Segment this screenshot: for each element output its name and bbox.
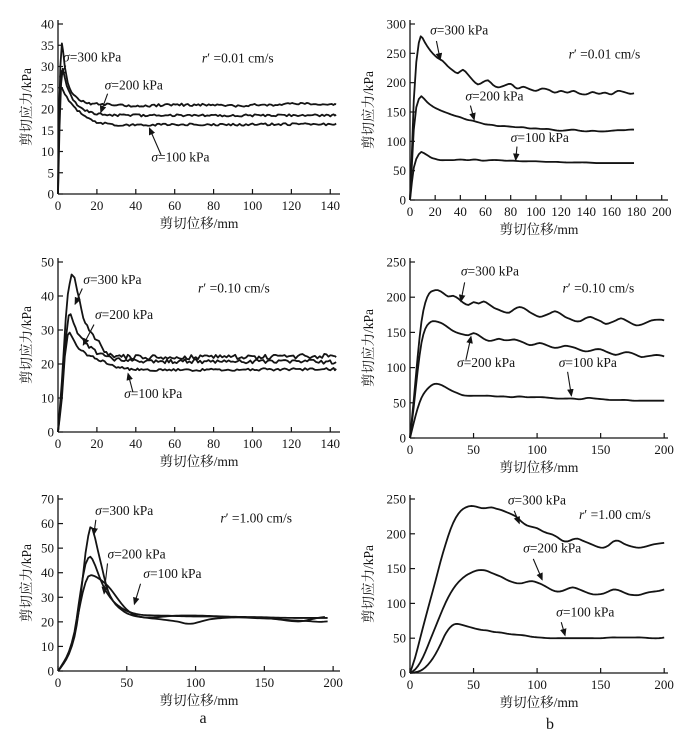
- x-tick-label: 180: [626, 204, 647, 219]
- x-tick-label: 40: [129, 436, 143, 451]
- y-tick-label: 300: [386, 16, 406, 32]
- y-tick-label: 200: [386, 75, 406, 91]
- y-tick-label: 50: [41, 540, 54, 556]
- x-tick-label: 100: [526, 204, 546, 219]
- y-tick-label: 40: [41, 16, 54, 32]
- annotation-arrow: [533, 559, 542, 580]
- y-tick-label: 30: [41, 59, 54, 74]
- curve-sigma-100-kpa: [58, 333, 336, 432]
- rate-label: r′ =0.01 cm/s: [201, 50, 274, 66]
- y-tick-label: 20: [41, 101, 54, 117]
- annotation-label: σ=300 kPa: [507, 492, 567, 508]
- annotation-arrow: [568, 372, 572, 396]
- x-tick-label: 200: [651, 204, 672, 219]
- x-tick-label: 120: [281, 198, 302, 213]
- x-axis-title: 剪切位移/mm: [499, 460, 579, 475]
- x-tick-label: 40: [129, 198, 143, 213]
- curve-sigma-200-kpa: [410, 96, 634, 200]
- y-axis-title: 剪切应力/kPa: [361, 544, 376, 624]
- x-axis-title: 剪切位移/mm: [499, 222, 579, 237]
- annotation-arrow: [75, 289, 82, 305]
- y-tick-label: 50: [393, 630, 406, 646]
- x-tick-label: 60: [168, 198, 182, 213]
- annotation-label: σ=200 kPa: [94, 307, 154, 323]
- x-tick-label: 200: [654, 442, 674, 457]
- curve-sigma-300-kpa: [58, 43, 336, 194]
- y-tick-label: 150: [386, 104, 406, 120]
- annotation-label: σ=100 kPa: [556, 604, 615, 620]
- x-tick-label: 100: [242, 198, 263, 213]
- x-tick-label: 150: [254, 675, 275, 690]
- x-tick-label: 140: [320, 436, 341, 451]
- y-tick-label: 20: [41, 614, 54, 630]
- panel-a2-rate-0.10: [18, 246, 352, 485]
- x-tick-label: 0: [54, 436, 62, 451]
- y-tick-label: 50: [41, 254, 54, 270]
- x-tick-label: 100: [527, 442, 547, 457]
- curve-sigma-200-kpa: [410, 570, 664, 673]
- y-tick-label: 0: [399, 192, 406, 208]
- x-tick-label: 150: [590, 442, 611, 457]
- x-axis-title: 剪切位移/mm: [159, 454, 239, 469]
- y-axis-title: 剪切应力/kPa: [19, 67, 34, 147]
- curve-sigma-100-kpa: [410, 624, 664, 673]
- rate-label: r′ =0.10 cm/s: [562, 280, 635, 296]
- y-tick-label: 0: [399, 430, 406, 446]
- x-tick-label: 160: [601, 204, 622, 219]
- annotation-label: σ=100 kPa: [558, 354, 617, 370]
- panel-b3-rate-1.00: [360, 483, 700, 726]
- annotation-arrow: [514, 511, 519, 524]
- x-tick-label: 80: [207, 436, 221, 451]
- annotation-arrow: [134, 584, 140, 604]
- annotation-label: σ=300 kPa: [63, 49, 122, 65]
- curve-sigma-300-kpa: [410, 290, 664, 438]
- annotation-arrow: [470, 106, 474, 120]
- x-tick-label: 0: [54, 675, 62, 690]
- chart-a3: [18, 483, 352, 719]
- annotation-label: σ=300 kPa: [95, 502, 154, 518]
- annotation-label: σ=200 kPa: [107, 546, 166, 562]
- x-tick-label: 80: [504, 204, 518, 219]
- x-tick-label: 60: [479, 204, 493, 219]
- y-tick-label: 10: [41, 638, 54, 654]
- x-tick-label: 40: [453, 204, 467, 219]
- y-tick-label: 200: [386, 526, 406, 542]
- x-tick-label: 140: [320, 198, 341, 213]
- y-tick-label: 40: [41, 565, 54, 581]
- y-tick-label: 0: [399, 665, 406, 681]
- chart-a1: [18, 8, 352, 242]
- annotation-arrow: [561, 622, 565, 635]
- y-tick-label: 5: [47, 165, 54, 181]
- x-axis-title: 剪切位移/mm: [159, 693, 239, 708]
- y-tick-label: 250: [386, 254, 406, 270]
- x-tick-label: 0: [406, 677, 414, 692]
- annotation-label: σ=200 kPa: [465, 88, 524, 104]
- x-tick-label: 50: [120, 675, 134, 690]
- y-tick-label: 50: [393, 395, 406, 411]
- annotation-label: σ=100 kPa: [143, 566, 202, 582]
- rate-label: r′ =0.10 cm/s: [198, 280, 270, 296]
- x-tick-label: 60: [168, 436, 182, 451]
- rate-label: r′ =1.00 cm/s: [220, 510, 293, 526]
- x-tick-label: 20: [90, 198, 104, 213]
- x-tick-label: 50: [467, 442, 481, 457]
- annotation-label: σ=200 kPa: [523, 540, 582, 556]
- y-tick-label: 100: [386, 595, 406, 611]
- panel-a1-rate-0.01: [18, 8, 352, 247]
- y-tick-label: 250: [386, 491, 406, 507]
- panel-b2-rate-0.10: [360, 246, 700, 491]
- chart-b3: [360, 483, 700, 721]
- annotation-label: σ=300 kPa: [430, 22, 489, 38]
- curve-sigma-200-kpa: [58, 314, 336, 432]
- y-tick-label: 50: [393, 163, 406, 179]
- rate-label: r′ =0.01 cm/s: [568, 46, 641, 62]
- y-tick-label: 25: [41, 80, 54, 96]
- annotation-arrow: [461, 282, 465, 301]
- y-tick-label: 0: [47, 424, 54, 440]
- annotation-label: σ=200 kPa: [104, 77, 163, 93]
- y-axis-title: 剪切应力/kPa: [19, 305, 34, 385]
- annotation-label: σ=100 kPa: [510, 129, 569, 145]
- y-tick-label: 40: [41, 288, 54, 304]
- y-tick-label: 30: [41, 322, 54, 338]
- curve-sigma-100-kpa: [410, 384, 664, 438]
- rate-label: r′ =1.00 cm/s: [579, 507, 651, 523]
- curve-sigma-200-kpa: [58, 69, 336, 194]
- y-tick-label: 0: [47, 186, 54, 202]
- x-tick-label: 100: [527, 677, 547, 692]
- x-tick-label: 0: [406, 204, 414, 219]
- y-axis-title: 剪切应力/kPa: [19, 543, 34, 623]
- y-tick-label: 60: [41, 516, 54, 532]
- annotation-label: σ=200 kPa: [457, 354, 516, 370]
- chart-b2: [360, 246, 700, 486]
- x-tick-label: 80: [207, 198, 221, 213]
- y-tick-label: 100: [386, 133, 406, 149]
- x-tick-label: 120: [281, 436, 302, 451]
- annotation-arrow: [94, 520, 96, 535]
- x-tick-label: 0: [54, 198, 62, 213]
- y-tick-label: 150: [386, 324, 406, 340]
- x-axis-title: 剪切位移/mm: [499, 695, 579, 710]
- y-tick-label: 250: [386, 45, 406, 61]
- chart-a2: [18, 246, 352, 480]
- annotation-label: σ=300 kPa: [460, 263, 520, 279]
- figure-label-b: b: [546, 716, 554, 733]
- chart-b1: [360, 8, 700, 248]
- y-tick-label: 70: [41, 491, 54, 507]
- y-axis-title: 剪切应力/kPa: [361, 308, 376, 388]
- x-tick-label: 140: [576, 204, 596, 219]
- x-tick-label: 50: [467, 677, 481, 692]
- panel-b1-rate-0.01: [360, 8, 700, 253]
- y-tick-label: 30: [41, 589, 54, 605]
- y-axis-title: 剪切应力/kPa: [361, 70, 376, 150]
- x-tick-label: 200: [654, 677, 674, 692]
- x-axis-title: 剪切位移/mm: [159, 216, 239, 231]
- y-tick-label: 10: [41, 144, 54, 159]
- x-tick-label: 150: [590, 677, 611, 692]
- x-tick-label: 120: [551, 204, 571, 219]
- figure-label-a: a: [199, 710, 207, 727]
- x-tick-label: 100: [242, 436, 263, 451]
- curve-sigma-200-kpa: [410, 321, 664, 438]
- y-tick-label: 15: [41, 122, 54, 138]
- y-tick-label: 100: [386, 360, 406, 376]
- y-tick-label: 35: [41, 37, 54, 53]
- x-tick-label: 200: [323, 675, 343, 690]
- x-tick-label: 0: [406, 442, 414, 457]
- annotation-arrow: [516, 147, 517, 160]
- annotation-label: σ=100 kPa: [151, 149, 210, 165]
- annotation-label: σ=100 kPa: [124, 386, 183, 401]
- curve-sigma-100-kpa: [410, 152, 634, 200]
- y-tick-label: 0: [47, 663, 54, 679]
- panel-a3-rate-1.00: [18, 483, 352, 724]
- x-tick-label: 20: [90, 436, 104, 451]
- y-tick-label: 10: [41, 390, 54, 406]
- x-tick-label: 20: [428, 204, 442, 219]
- curve-sigma-300-kpa: [410, 506, 664, 673]
- y-tick-label: 200: [386, 289, 406, 305]
- y-tick-label: 20: [41, 356, 54, 372]
- curve-sigma-300-kpa: [58, 527, 328, 671]
- x-tick-label: 100: [185, 675, 206, 690]
- y-tick-label: 150: [386, 561, 406, 577]
- annotation-label: σ=300 kPa: [83, 271, 142, 287]
